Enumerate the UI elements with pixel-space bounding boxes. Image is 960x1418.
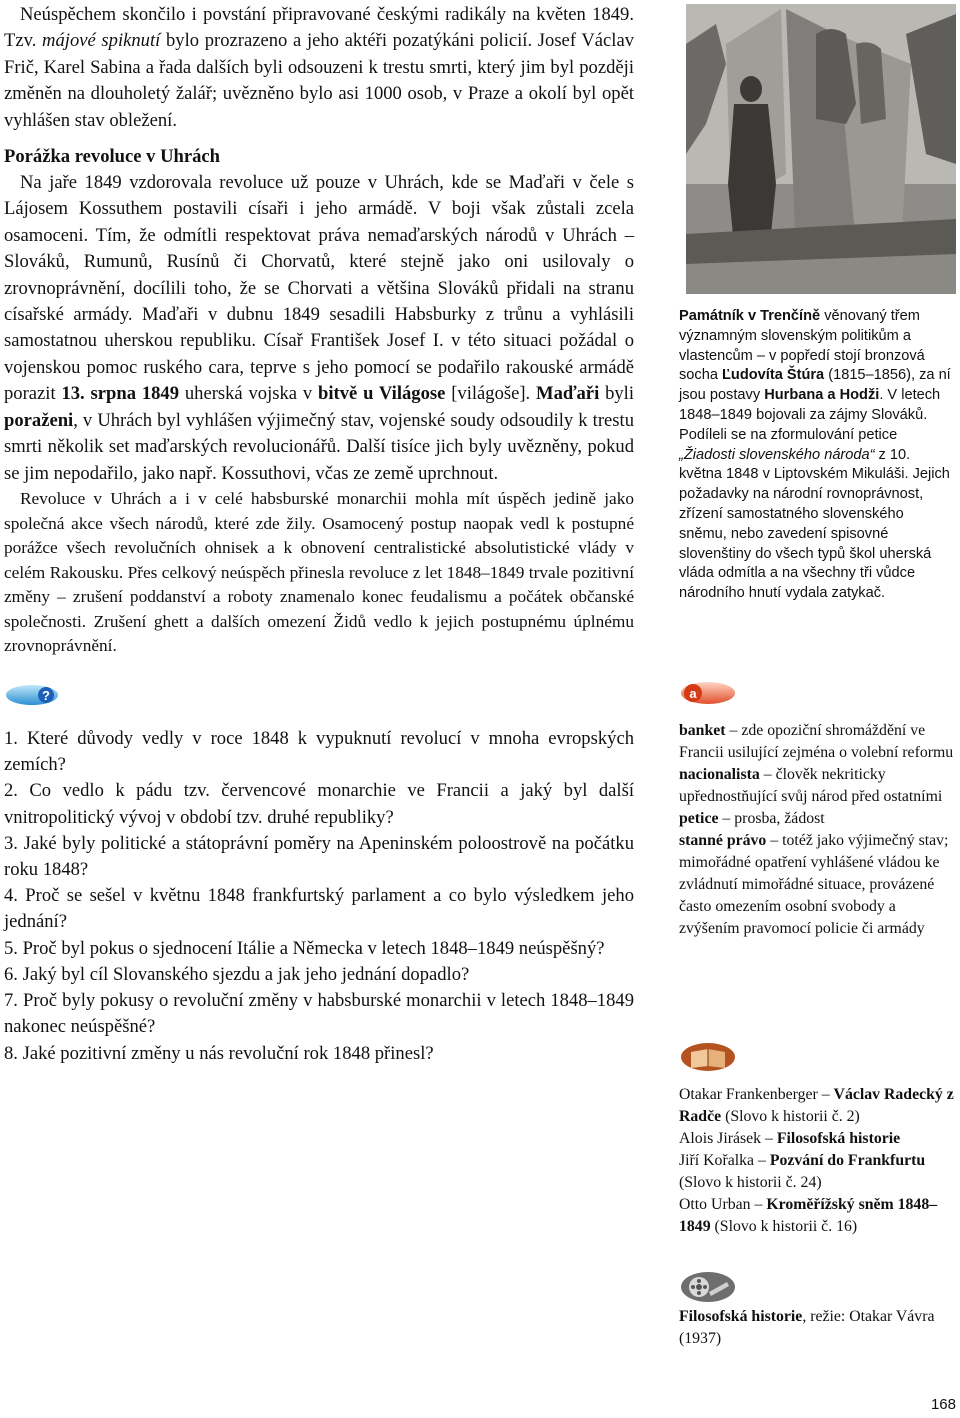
glossary-entry: stanné právo – totéž jako výjimečný stav; mimořádné opatření vyhlášené vládou ke zvládnutí mimořádné situace, provázené často omezením osobní svobody a zvýšením pravomocí policie či armády (679, 832, 949, 937)
monument-photo (686, 4, 956, 294)
svg-text:?: ? (42, 688, 50, 704)
glossary (679, 720, 955, 940)
section-paragraph-1: Na jaře 1849 vzdorovala revoluce už pouze v Uhrách, kde se Maďaři v čele s Lájosem Kossuthem postavili císaři i jeho armádě. V boji však zůstali zcela osamoceni. Tím, že odmítli respektovat práva nemaďarských národů v Uhrách – Slováků, Rumunů, Rusínů či Chorvatů, které stejně jako oni usilovaly o zrovnoprávnění, docílili toho, že se Chorvati a většina Slováků přidali na stranu císařské armády. Maďaři v dubnu 1849 sesadili Habsburky z trůnu a vyhlásili samostatnou uherskou republiku. Císař František Josef I. v této situaci požádal o vojenskou pomoc ruského cara, teprve s jeho pomocí se podařilo rakouské armádě porazit 13. srpna 1849 uherská vojska v bitvě u Világose [világoše]. Maďaři byli poraženi, v Uhrách byl vyhlášen výjimečný stav, vojenské soudy odsoudily k trestu smrti několik set maďarských revolucionářů. Další tisíce jich byly uvězněny, pokud se jim nepodařilo, jako např. Kossuthovi, včas ze země uprchnout. (4, 172, 634, 484)
question-item: 8. Jaké pozitivní změny u nás revoluční rok 1848 přinesl? (4, 1042, 434, 1064)
reading-item: Jiří Kořalka – Pozvání do Frankfurtu (Slovo k historii č. 24) (679, 1152, 926, 1191)
reading-item: Otto Urban – Kroměřížský sněm 1848–1849 (Slovo k historii č. 16) (679, 1196, 938, 1235)
letter-a-icon (679, 678, 737, 708)
questions-list (4, 726, 634, 1067)
main-column (4, 2, 634, 1067)
book-icon (679, 1040, 737, 1074)
glossary-entry: petice – prosba, žádost (679, 810, 825, 827)
question-item: 5. Proč byl pokus o sjednocení Itálie a Německa v letech 1848–1849 neúspěšný? (4, 937, 605, 959)
question-item: 3. Jaké byly politické a státoprávní poměry na Apeninském poloostrově na počátku roku 1848? (4, 832, 634, 881)
question-item: 6. Jaký byl cíl Slovanského sjezdu a jak jeho jednání dopadlo? (4, 963, 470, 985)
reading-item: Alois Jirásek – Filosofská historie (679, 1130, 901, 1147)
glossary-entry: banket – zde opoziční shromáždění ve Francii usilující zejména o volební reformu (679, 722, 954, 761)
question-mark-icon (4, 681, 60, 709)
intro-paragraph: Neúspěchem skončilo i povstání připravované českými radikály na květen 1849. Tzv. májové spiknutí bylo prozrazeno a jeho aktéři pozatýkáni policií. Josef Václav Frič, Karel Sabina a řada dalších byli odsouzeni k trestu smrti, který jim byl později změněn na dlouholetý žalář; uvězněno bylo asi 1000 osob, v Praze a okolí byl opět vyhlášen stav obležení. (4, 4, 635, 131)
photo-caption: Památník v Trenčíně věnovaný třem významným slovenským politikům a vlastencům – v popředí stojí bronzová socha Ľudovíta Štúra (1815–1856), za ní jsou postavy Hurbana a Hodži. V letech 1848–1849 bojovali za zájmy Slováků. Podíleli se na zformulování petice „Žiadosti slovenského národa“ z 10. května 1848 v Liptovském Mikuláši. Jejich požadavky na národní rovnoprávnost, zřízení samostatného slovenského sněmu, nebo zavedení spisovné slovenštiny do všech typů škol uherská vláda odmítla a na všechny tři vůdce národního hnutí vydala zatykač. (679, 308, 951, 602)
question-item: 2. Co vedlo k pádu tzv. červencové monarchie ve Francii a jaký byl další vnitropolitický vývoj v období tzv. druhé republiky? (4, 780, 634, 828)
page-number: 168 (930, 1396, 956, 1413)
question-item: 7. Proč byly pokusy o revoluční změny v habsburské monarchii v letech 1848–1849 nakonec neúspěšné? (4, 990, 634, 1038)
question-item: 4. Proč se sešel v květnu 1848 frankfurtský parlament a co bylo výsledkem jeho jednání? (4, 885, 634, 933)
svg-text:a: a (689, 686, 697, 701)
section-paragraph-2: Revoluce v Uhrách a i v celé habsburské monarchii mohla mít úspěch jedině jako společná akce všech národů, které zde žily. Osamocený postup naopak vedl k postupné porážce všech revolučních ohnisek a k obnovení centralistické absolutistické vlády v celém Rakousku. Přes celkový neúspěch přinesla revoluce z let 1848–1849 trvale pozitivní změny – zrušení poddanství a roboty znamenalo konec feudalismu a počátek občanské společnosti. Zrušení ghett a dalších omezení Židů vedlo k jejich postupnému úplnému zrovnoprávnění. (4, 488, 634, 656)
reading-item: Otakar Frankenberger – Václav Radecký z Radče (Slovo k historii č. 2) (679, 1086, 954, 1125)
glossary-entry: nacionalista – člověk nekriticky upřednostňující svůj národ před ostatními (679, 766, 943, 805)
question-item: 1. Které důvody vedly v roce 1848 k vypuknutí revolucí v mnoha evropských zemích? (4, 728, 634, 776)
reading-list (679, 1084, 955, 1238)
section-heading: Porážka revoluce v Uhrách (4, 146, 221, 168)
film-reel-icon (679, 1270, 737, 1304)
film-note: Filosofská historie, režie: Otakar Vávra (1937) (679, 1308, 935, 1347)
